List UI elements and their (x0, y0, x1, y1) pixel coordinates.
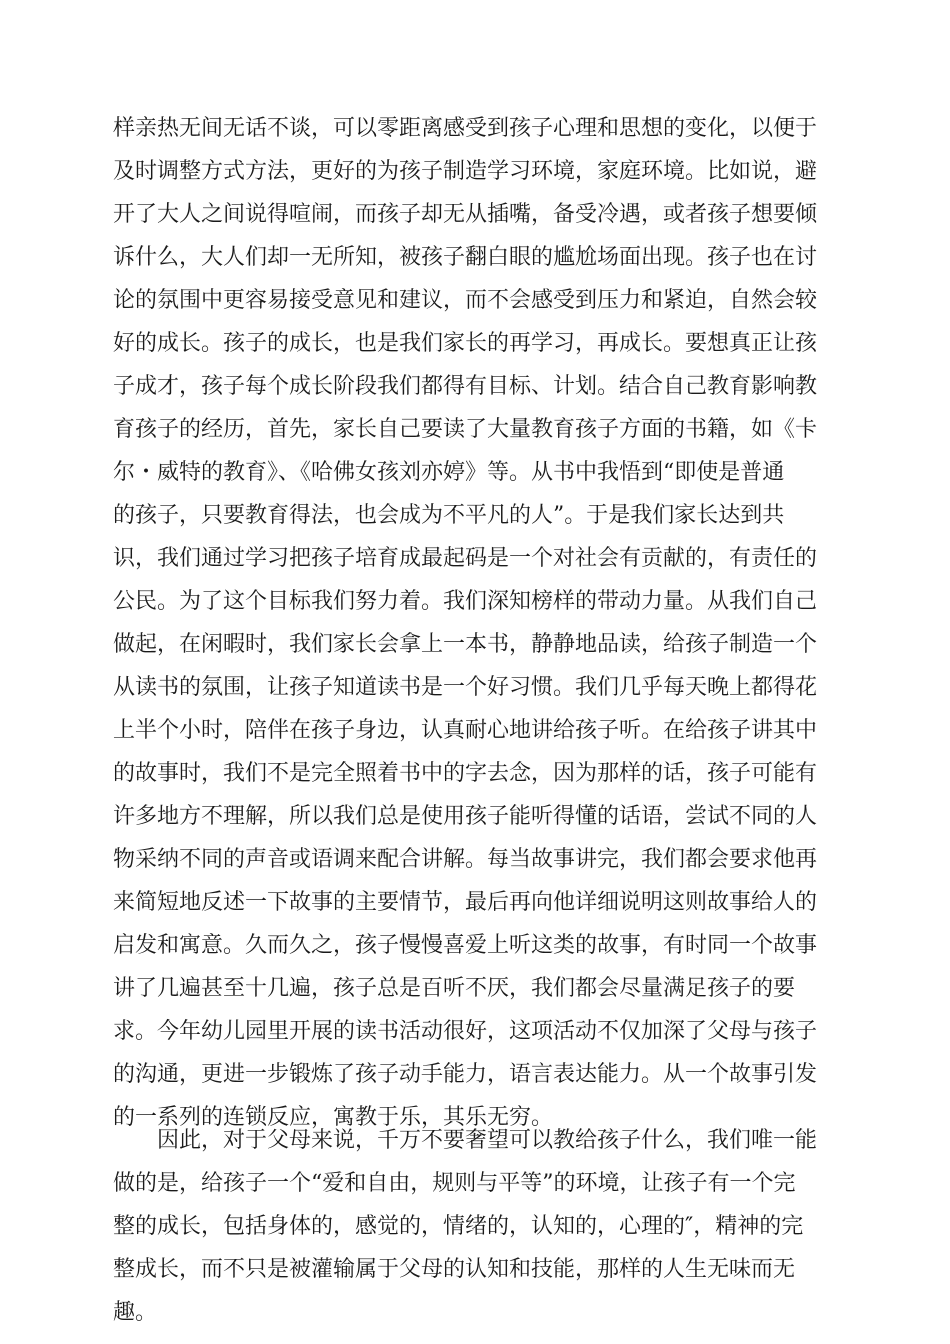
paragraph-1-line: 启发和寓意。久而久之，孩子慢慢喜爱上听这类的故事，有时同一个故事 (113, 933, 818, 958)
paragraph-1-line: 诉什么，大人们却一无所知，被孩子翻白眼的尴尬场面出现。孩子也在讨 (113, 245, 818, 270)
paragraph-2-line: 趣。 (113, 1300, 158, 1325)
paragraph-1-line: 讲了几遍甚至十几遍，孩子总是百听不厌，我们都会尽量满足孩子的要 (113, 976, 796, 1001)
paragraph-1-line: 样亲热无间无话不谈，可以零距离感受到孩子心理和思想的变化，以便于 (113, 116, 818, 141)
paragraph-2-line: 整成长，而不只是被灌输属于父母的认知和技能，那样的人生无味而无 (113, 1257, 796, 1282)
paragraph-1-line: 做起，在闲暇时，我们家长会拿上一本书，静静地品读，给孩子制造一个 (113, 632, 818, 657)
paragraph-2-line: 整的成长，包括身体的，感觉的，情绪的，认知的，心理的″，精神的完 (113, 1214, 804, 1239)
paragraph-1-line: 求。今年幼儿园里开展的读书活动很好，这项活动不仅加深了父母与孩子 (113, 1019, 818, 1044)
paragraph-1-line: 子成才，孩子每个成长阶段我们都得有目标、计划。结合自己教育影响教 (113, 374, 818, 399)
paragraph-1-line: 及时调整方式方法，更好的为孩子制造学习环境，家庭环境。比如说，避 (113, 159, 818, 184)
paragraph-1-line: 来简短地反述一下故事的主要情节，最后再向他详细说明这则故事给人的 (113, 890, 818, 915)
paragraph-1-line: 公民。为了这个目标我们努力着。我们深知榜样的带动力量。从我们自己 (113, 589, 818, 614)
paragraph-1-line: 物采纳不同的声音或语调来配合讲解。每当故事讲完，我们都会要求他再 (113, 847, 818, 872)
paragraph-2-line: 因此，对于父母来说，千万不要奢望可以教给孩子什么，我们唯一能 (157, 1128, 818, 1153)
paragraph-1-line: 的一系列的连锁反应，寓教于乐，其乐无穷。 (113, 1105, 554, 1130)
paragraph-1-line: 论的氛围中更容易接受意见和建议，而不会感受到压力和紧迫，自然会较 (113, 288, 818, 313)
paragraph-1-line: 的故事时，我们不是完全照着书中的字去念，因为那样的话，孩子可能有 (113, 761, 818, 786)
paragraph-1-line: 从读书的氛围，让孩子知道读书是一个好习惯。我们几乎每天晚上都得花 (113, 675, 818, 700)
paragraph-2-line: 做的是，给孩子一个“爱和自由，规则与平等”的环境，让孩子有一个完 (113, 1171, 796, 1196)
paragraph-1-line: 的孩子，只要教育得法，也会成为不平凡的人”。于是我们家长达到共 (113, 503, 785, 528)
paragraph-1-line: 识，我们通过学习把孩子培育成最起码是一个对社会有贡献的，有责任的 (113, 546, 818, 571)
paragraph-1-line: 的沟通，更进一步锻炼了孩子动手能力，语言表达能力。从一个故事引发 (113, 1062, 818, 1087)
paragraph-1-line: 育孩子的经历，首先，家长自己要读了大量教育孩子方面的书籍，如《卡 (113, 417, 818, 442)
paragraph-1-line: 好的成长。孩子的成长，也是我们家长的再学习，再成长。要想真正让孩 (113, 331, 818, 356)
paragraph-1-line: 尔・威特的教育》、《哈佛女孩刘亦婷》等。从书中我悟到“即使是普通 (113, 460, 785, 485)
paragraph-1-line: 开了大人之间说得喧闹，而孩子却无从插嘴，备受冷遇，或者孩子想要倾 (113, 202, 818, 227)
paragraph-1-line: 上半个小时，陪伴在孩子身边，认真耐心地讲给孩子听。在给孩子讲其中 (113, 718, 818, 743)
paragraph-1-line: 许多地方不理解，所以我们总是使用孩子能听得懂的话语，尝试不同的人 (113, 804, 818, 829)
